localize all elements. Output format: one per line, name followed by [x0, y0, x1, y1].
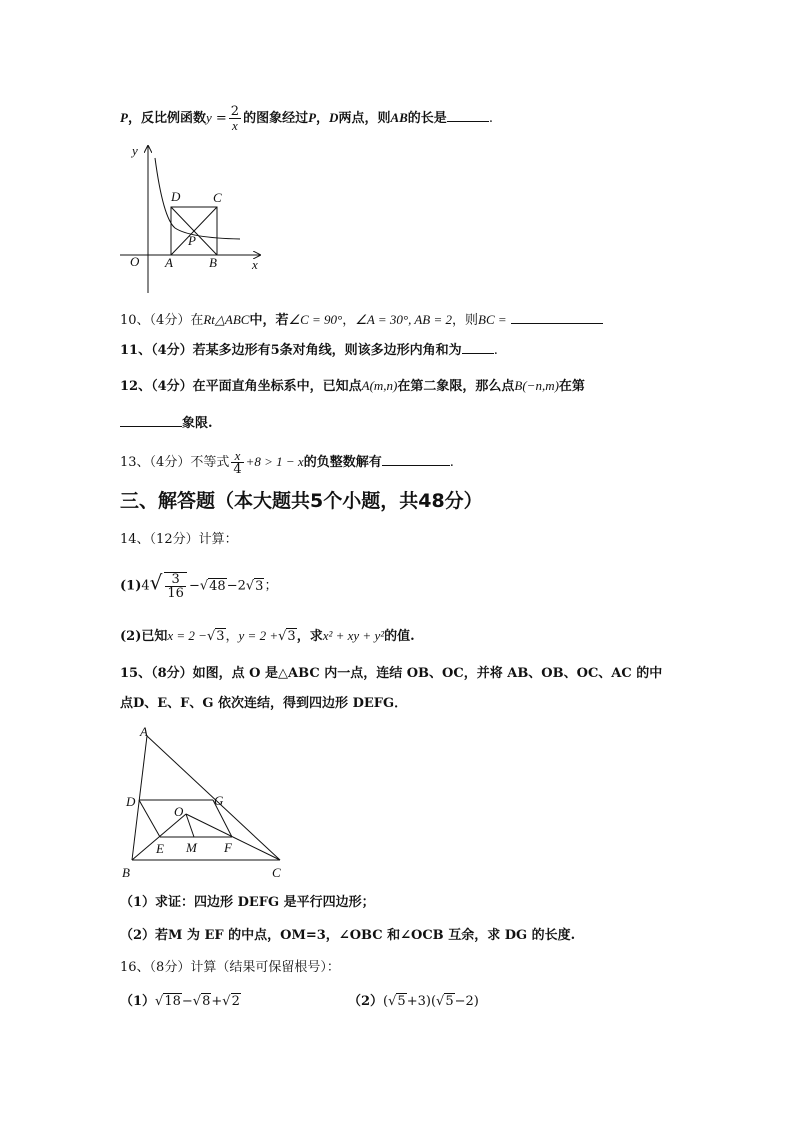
q16-p1-plus: + — [211, 994, 223, 1009]
q16-p2-label: （2） — [348, 994, 384, 1009]
q14-p2-mid: ，求 — [296, 629, 323, 644]
q15-sub1: （1）求证：四边形 DEFG 是平行四边形； — [120, 895, 375, 910]
q14-p1-minus: − — [188, 578, 200, 594]
q15-line1: 15、（8分）如图，点 O 是△ABC 内一点，连结 OB、OC，并将 AB、OB、OC、AC 的中 — [120, 666, 663, 681]
q10-bc: BC = — [478, 312, 507, 327]
q11-answer-blank[interactable] — [462, 340, 494, 354]
q13-end: . — [449, 455, 454, 470]
q14-p2-expr: x² + xy + y² — [322, 628, 385, 643]
q9-frac-num: 2 — [230, 104, 240, 119]
q13-frac-den: 4 — [233, 462, 242, 477]
q16-p2-mid: +3)( — [406, 994, 437, 1009]
label-d: D — [126, 794, 136, 809]
q9-text2: 的图象经过 — [243, 111, 309, 126]
q9-p2: P — [308, 110, 317, 125]
label-c: C — [272, 865, 281, 880]
figure-triangle-defg — [120, 722, 295, 882]
q16-part2: （2）(√5+3)(√5−2) — [348, 994, 479, 1009]
q14-p1-radicand — [164, 572, 187, 600]
q12-answer-blank[interactable] — [120, 413, 182, 427]
q13-frac-num: x — [231, 449, 243, 463]
q11-end: . — [493, 343, 498, 358]
q16-p1-r1: 18 — [164, 994, 181, 1009]
q14-part2: (2)已知x = 2 −√3，y = 2 +√3，求x² + xy + y²的值. — [120, 628, 415, 644]
q14-p1-label: (1) — [120, 578, 142, 594]
q10-answer-blank[interactable] — [511, 310, 603, 324]
label-o: O — [174, 804, 184, 819]
q14-p2-label: (2)已知 — [120, 629, 168, 644]
label-p: P — [188, 233, 196, 248]
q16-p1-r2: 8 — [202, 994, 211, 1009]
q9-p: P — [120, 110, 128, 125]
q13-answer-blank[interactable] — [382, 452, 450, 466]
q12-mid: 在第二象限，那么点 — [397, 379, 515, 394]
q13-inequality: +8 > 1 − x — [245, 454, 304, 469]
seg-de — [139, 800, 160, 837]
q10-mid: 中，若 — [249, 313, 289, 328]
q14-p2-x: x = 2 − — [167, 628, 207, 643]
q14-title: 14、（12分）计算： — [120, 532, 238, 547]
section-3-heading: 三、解答题（本大题共5个小题，共48分） — [120, 490, 483, 512]
q14-p2-r2: 3 — [287, 629, 296, 644]
q13-fraction — [231, 449, 243, 476]
label-g: G — [214, 793, 224, 808]
q9-func-y: y — [205, 110, 212, 125]
q9-text4: 的长是 — [407, 111, 447, 126]
q12-point-a: A(m,n) — [361, 378, 398, 393]
label-f: F — [224, 840, 232, 855]
q9-ab: AB — [390, 110, 408, 125]
q9-d: D — [329, 110, 339, 125]
q14-p1-den: 16 — [167, 586, 184, 601]
q12-prefix: 12、（4分）在平面直角坐标系中，已知点 — [120, 379, 362, 394]
sqrt-sign: √ — [149, 570, 163, 595]
q16-p2-r2: 5 — [445, 994, 454, 1009]
q15-sub2: （2）若M 为 EF 的中点，OM=3，∠OBC 和∠OCB 互余，求 DG 的长度. — [120, 928, 576, 943]
q9-text: ，反比例函数 — [127, 111, 206, 126]
q10-triangle: Rt△ABC — [203, 312, 250, 327]
q14-p1-r2: 3 — [255, 578, 264, 594]
label-o: O — [130, 254, 140, 269]
q9-line: P，反比例函数y = $\frac{2}{x}$ 的图象经过P，D两点，则AB的长是 . — [120, 104, 493, 133]
q16-part1: （1）√18−√8+√2 — [120, 994, 240, 1009]
q14-part1: (1)4√ $\frac{3}{16}$ −√48−2√3； — [120, 570, 278, 601]
q16-p1-label: （1） — [120, 994, 156, 1009]
q12-end: 在第 — [558, 379, 585, 394]
q10-prefix: 10、（4分）在 — [120, 313, 204, 328]
q16-p1-r3: 2 — [231, 994, 240, 1009]
q9-period: . — [488, 111, 493, 126]
q16-p2-open: ( — [383, 994, 389, 1009]
q10-sep: ， — [342, 313, 356, 328]
q10-then: ，则 — [452, 313, 479, 328]
q10-cond1: ∠C = 90° — [288, 312, 343, 327]
figure-hyperbola-square — [115, 138, 275, 298]
q9-text3: 两点，则 — [338, 111, 391, 126]
q14-p1-r1: 48 — [209, 578, 226, 594]
label-e: E — [156, 841, 164, 856]
q11-text: 11、（4分）若某多边形有5条对角线，则该多边形内角和为 — [120, 343, 462, 358]
label-x: x — [252, 257, 258, 272]
q9-fraction — [229, 105, 241, 132]
q10-cond2: ∠A = 30°, AB = 2 — [355, 312, 453, 327]
q9-comma: ， — [316, 111, 330, 126]
q13-mid: 的负整数解有 — [303, 455, 382, 470]
q14-p1-end: ； — [264, 578, 278, 594]
q14-p1-coef: 4 — [141, 578, 150, 594]
label-c: C — [213, 190, 222, 205]
q15-line2: 点D、E、F、G 依次连结，得到四边形 DEFG． — [120, 696, 408, 711]
label-d: D — [171, 189, 181, 204]
q14-p1-minus2: −2 — [226, 578, 246, 594]
q12-line2-text: 象限. — [182, 416, 213, 431]
q12-line2 — [120, 413, 213, 434]
label-a: A — [140, 724, 148, 739]
q9-frac-den: x — [232, 118, 238, 133]
label-b: B — [122, 865, 130, 880]
q16-p2-close: −2) — [454, 994, 479, 1009]
q14-p2-end: 的值. — [384, 629, 415, 644]
q11-line — [120, 340, 498, 361]
q14-p2-r1: 3 — [216, 629, 225, 644]
q12-point-b: B(−n,m) — [514, 378, 559, 393]
q16-title: 16、（8分）计算（结果可保留根号）： — [120, 960, 340, 975]
q13-line — [120, 449, 454, 476]
label-b: B — [209, 255, 217, 270]
q16-p1-minus: − — [181, 994, 193, 1009]
q12-line1 — [120, 376, 585, 397]
q14-p1-num: 3 — [165, 573, 186, 587]
label-y: y — [132, 143, 138, 158]
q14-p2-sep: ， — [225, 629, 239, 644]
q10-line — [120, 310, 603, 331]
q16-p2-r1: 5 — [397, 994, 406, 1009]
q9-answer-blank[interactable] — [447, 108, 489, 122]
label-a: A — [165, 255, 173, 270]
label-m: M — [186, 840, 197, 855]
q14-p2-y: y = 2 + — [238, 628, 279, 643]
q13-prefix: 13、（4分）不等式 — [120, 455, 230, 470]
